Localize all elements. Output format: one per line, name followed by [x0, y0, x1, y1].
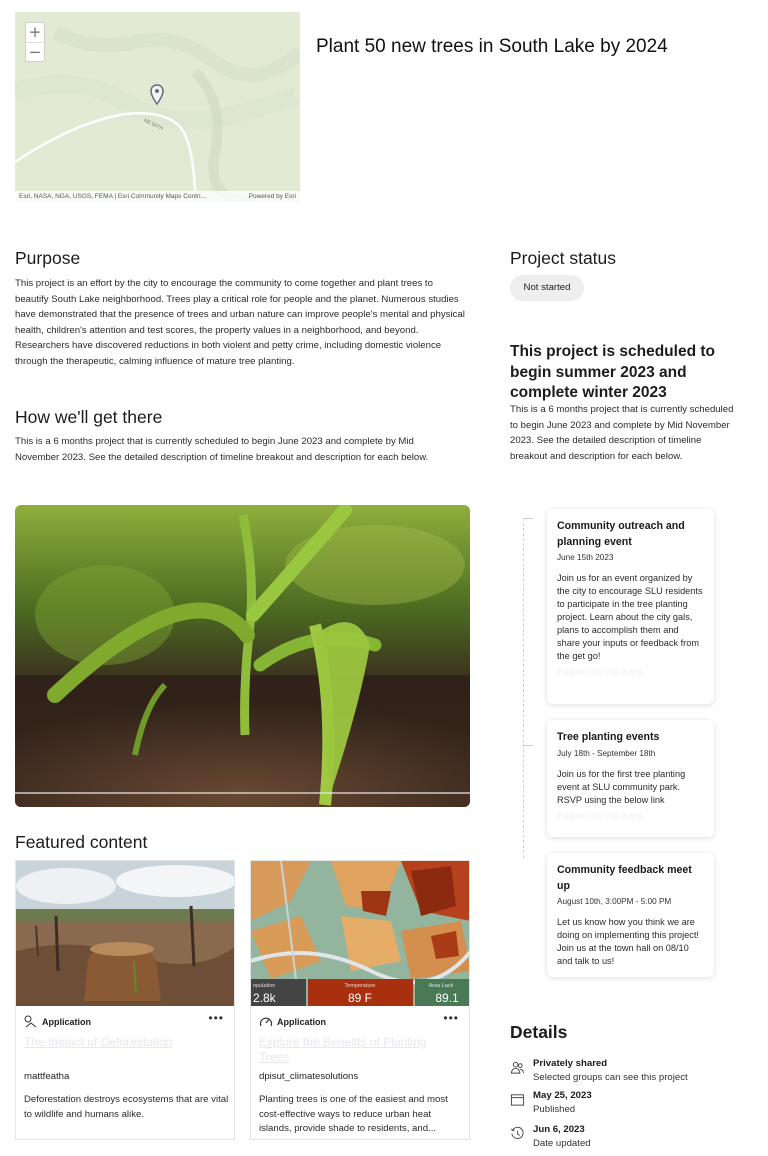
timeline-date: July 18th - September 18th — [557, 748, 656, 758]
timeline-title: Community feedback meet up — [557, 864, 692, 892]
detail-value: Selected groups can see this project — [533, 1072, 688, 1083]
card-owner[interactable]: dpisut_climatesolutions — [259, 1071, 359, 1082]
detail-key: Privately shared — [533, 1058, 608, 1069]
hero-image-seedling — [15, 505, 470, 807]
clock-history-icon — [510, 1126, 525, 1141]
page-title: Plant 50 new trees in South Lake by 2024 — [316, 36, 668, 57]
detail-key: May 25, 2023 — [533, 1090, 592, 1101]
stat-value-population: 2.8k — [253, 991, 276, 1005]
detail-value: Published — [533, 1104, 576, 1115]
timeline-date: June 15th 2023 — [557, 553, 614, 562]
attribution-text[interactable]: Esri, NASA, NGA, USGS, FEMA | Esri Community Maps Contri... — [19, 193, 206, 200]
timeline-title: Tree planting events — [557, 731, 660, 743]
schedule-text: This is a 6 months project that is currently scheduled to begin June 2023 and complete by Mid November 2023. See the detailed description of timeline breakout and description for each below. — [510, 404, 734, 462]
timeline-card-outreach — [547, 509, 714, 704]
timeline-link[interactable]: Register for the event — [557, 810, 644, 821]
detail-sharing — [510, 1058, 688, 1083]
stat-value-temperature: 89 F — [347, 991, 373, 1005]
detail-updated — [510, 1124, 591, 1149]
benefits-thumbnail — [251, 861, 469, 1006]
detail-value: Date updated — [533, 1138, 591, 1149]
stat-label-area: Area Lack — [428, 983, 454, 989]
card-type-label: Application — [42, 1017, 91, 1027]
timeline-tick — [523, 745, 533, 746]
more-options-icon[interactable]: ••• — [208, 1011, 224, 1025]
card-type — [259, 1015, 326, 1029]
map-attribution — [15, 191, 300, 202]
card-type-label: Application — [277, 1017, 326, 1027]
stat-value-area: 89.1 — [435, 991, 459, 1005]
card-description: Deforestation destroys ecosystems that are vital to wildlife and humans alike. — [24, 1094, 229, 1120]
timeline-card-planting — [547, 720, 714, 837]
stat-label-temperature: Temperature — [344, 983, 376, 989]
project-status-heading: Project status — [510, 248, 617, 268]
timeline-connector — [523, 518, 524, 858]
status-badge: Not started — [510, 275, 584, 301]
featured-card-benefits[interactable] — [250, 860, 470, 1140]
purpose-heading: Purpose — [15, 248, 81, 268]
how-text: This is a 6 months project that is currently scheduled to begin June 2023 and complete by Mid November 2023. See the detailed description of timeline breakout and description for each below. — [15, 436, 429, 463]
card-owner[interactable]: mattfeatha — [24, 1071, 70, 1082]
featured-heading: Featured content — [15, 832, 148, 852]
users-icon — [510, 1060, 525, 1075]
timeline-date: August 10th, 3:00PM - 5:00 PM — [557, 897, 672, 906]
application-icon — [24, 1015, 38, 1029]
how-heading: How we'll get there — [15, 407, 163, 427]
timeline-body: Let us know how you think we are doing on implementing this project! Join us at the town hall on 08/10 and talk to us! — [557, 917, 699, 966]
map-terrain — [15, 12, 300, 202]
featured-card-deforestation[interactable] — [15, 860, 235, 1140]
zoom-in-button[interactable]: + — [28, 23, 42, 41]
deforestation-thumbnail — [16, 861, 234, 1006]
schedule-heading: This project is scheduled to begin summer 2023 and complete winter 2023 — [510, 343, 715, 401]
timeline-title: Community outreach and planning event — [557, 520, 685, 548]
map-road-label: NE 50TH — [142, 117, 164, 133]
detail-key: Jun 6, 2023 — [533, 1124, 585, 1135]
zoom-out-button[interactable]: − — [26, 42, 44, 61]
calendar-icon — [510, 1092, 525, 1107]
detail-published — [510, 1090, 592, 1115]
timeline-card-feedback — [547, 853, 714, 977]
map-zoom-control — [25, 22, 45, 62]
gauge-icon — [259, 1015, 273, 1029]
timeline-tick — [523, 518, 533, 519]
location-pin-icon[interactable] — [150, 84, 164, 106]
card-description: Planting trees is one of the easiest and most cost-effective ways to reduce urban heat islands, provide shade to residents, and... — [259, 1094, 448, 1134]
purpose-text: This project is an effort by the city to encourage the community to come together and plant trees to beautify South Lake neighborhood. Trees play a critical role for people and the planet. Numerous studies have demonstrated that the presence of trees and urban nature can improve people's mental and physical health, children's attention and test scores, the property values in a neighborhood, and beyond. Researchers have discovered reductions in both violent and petty crime, including domestic violence through the therapeutic, calming influence of mature tree planting. — [15, 278, 465, 367]
timeline-body: Join us for an event organized by the city to encourage SLU residents to participate in the tree planting project. Learn about the city gals, plans to accomplish them and share your inputs or feedback from the get go! — [557, 573, 703, 661]
powered-by-text[interactable]: Powered by Esri — [248, 193, 296, 200]
card-title-link[interactable]: Explore the Benefits of Planting Trees — [259, 1035, 427, 1064]
details-heading: Details — [510, 1022, 568, 1042]
card-type — [24, 1015, 91, 1029]
timeline-body: Join us for the first tree planting event at SLU community park. RSVP using the below link — [557, 768, 686, 805]
project-location-map[interactable] — [15, 12, 300, 202]
card-title-link[interactable]: The Impact of Deforestation — [24, 1035, 173, 1049]
timeline-link[interactable]: Register for the event — [557, 667, 644, 677]
more-options-icon[interactable]: ••• — [443, 1011, 459, 1025]
stat-label-population: opulation — [253, 983, 276, 989]
